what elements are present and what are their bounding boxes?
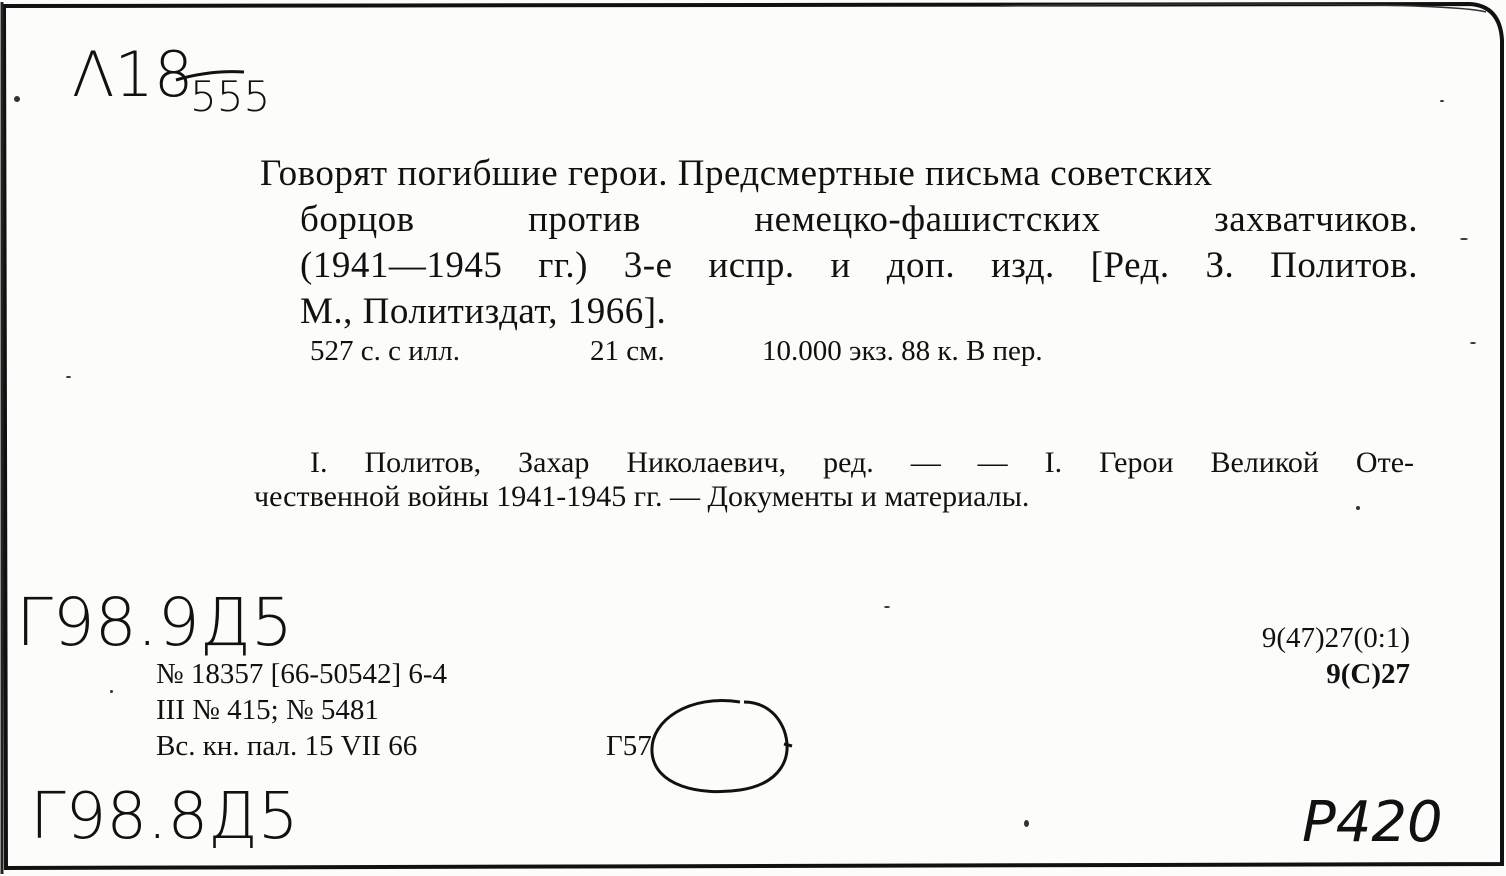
speck bbox=[66, 376, 71, 378]
entry-title-line: Говорят погибшие герои. Предсмертные письма советских bbox=[260, 153, 1213, 194]
handwritten-top-suffix: 555 bbox=[190, 72, 271, 121]
collation-copies: 10.000 экз. 88 к. В пер. bbox=[762, 335, 1043, 367]
handwritten-top-number: Λ18 bbox=[72, 38, 194, 111]
collation-pages: 527 с. с илл. bbox=[310, 335, 460, 367]
stamp-code: Г57 bbox=[606, 730, 652, 762]
subject-line-2: чественной войны 1941-1945 гг. — Документы и материалы. bbox=[254, 480, 1030, 513]
collation-size: 21 см. bbox=[590, 335, 665, 367]
entry-line-3: (1941—1945 гг.) 3-е испр. и доп. изд. [Ред. З. Политов. bbox=[300, 245, 1418, 286]
subject-line-1: I. Политов, Захар Николаевич, ред. — — I. Герои Великой Оте- bbox=[310, 446, 1414, 479]
registration-line-1: № 18357 [66-50542] 6-4 bbox=[156, 658, 448, 690]
speck bbox=[1460, 238, 1468, 240]
speck bbox=[1470, 342, 1476, 344]
entry-line-2: борцов против немецко-фашистских захватчиков. bbox=[300, 199, 1418, 240]
entry-line-4: М., Политиздат, 1966]. bbox=[300, 291, 667, 332]
handwritten-shelf-mark-2: Г98.8Д5 bbox=[30, 780, 299, 854]
classification-code-1: 9(47)27(0:1) bbox=[1261, 622, 1410, 654]
speck bbox=[1024, 820, 1029, 827]
speck bbox=[1356, 506, 1360, 510]
speck bbox=[110, 690, 113, 693]
speck bbox=[1440, 100, 1444, 102]
speck bbox=[884, 606, 890, 608]
registration-line-2: III № 415; № 5481 bbox=[156, 694, 379, 726]
handwritten-price-mark: P420 bbox=[1302, 790, 1443, 855]
handwritten-shelf-mark-1: Г98.9Д5 bbox=[16, 584, 293, 661]
classification-code-2: 9(С)27 bbox=[1326, 658, 1410, 690]
registration-line-3: Вс. кн. пал. 15 VII 66 bbox=[156, 730, 418, 762]
